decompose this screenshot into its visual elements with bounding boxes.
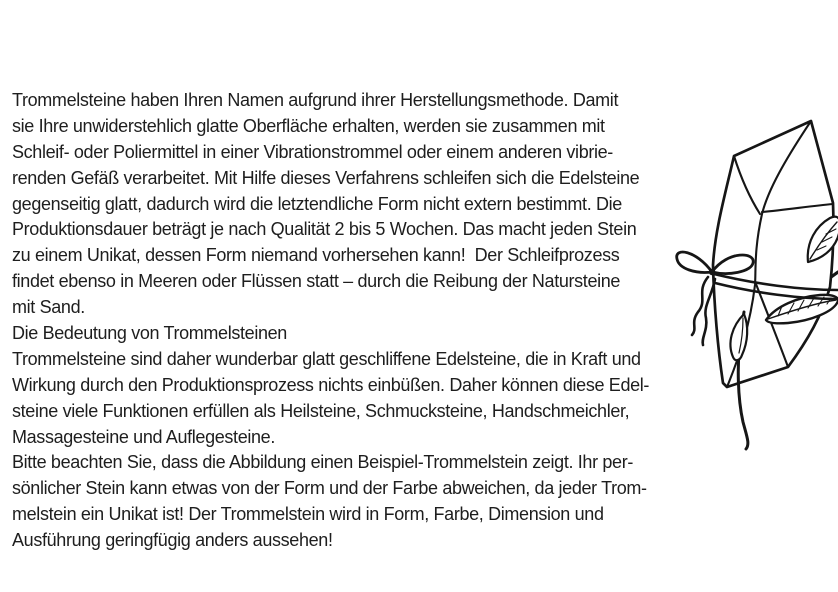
text-line: steine viele Funktionen erfüllen als Heilsteine, Schmucksteine, Handschmeichler, bbox=[12, 400, 630, 421]
text-line: Ausführung geringfügig anders aussehen! bbox=[12, 530, 333, 551]
text-line: zu einem Unikat, dessen Form niemand vorhersehen kann! Der Schleifprozess bbox=[12, 245, 620, 266]
text-line: sie Ihre unwiderstehlich glatte Oberfläche erhalten, werden sie zusammen mit bbox=[12, 115, 605, 136]
text-line: renden Gefäß verarbeitet. Mit Hilfe dieses Verfahrens schleifen sich die Edelsteine bbox=[12, 167, 640, 188]
text-line: Bitte beachten Sie, dass die Abbildung einen Beispiel-Trommelstein zeigt. Ihr per- bbox=[12, 452, 633, 473]
line-drawing-group bbox=[677, 121, 838, 449]
text-line: Trommelsteine sind daher wunderbar glatt geschliffene Edelsteine, die in Kraft und bbox=[12, 348, 641, 369]
tumbled-stone-illustration bbox=[670, 100, 838, 460]
description-text bbox=[12, 88, 649, 554]
text-line: Trommelsteine haben Ihren Namen aufgrund ihrer Herstellungsmethode. Damit bbox=[12, 90, 619, 110]
text-line: Wirkung durch den Produktionsprozess nichts einbüßen. Daher können diese Edel- bbox=[12, 374, 650, 395]
text-line: sönlicher Stein kann etwas von der Form und der Farbe abweichen, da jeder Trom- bbox=[12, 478, 647, 499]
text-line: Massagesteine und Auflegesteine. bbox=[12, 426, 275, 447]
text-line: melstein ein Unikat ist! Der Trommelstein wird in Form, Farbe, Dimension und bbox=[12, 504, 604, 525]
text-line: Produktionsdauer beträgt je nach Qualität 2 bis 5 Wochen. Das macht jeden Stein bbox=[12, 219, 637, 240]
twine-tails bbox=[692, 277, 715, 345]
bow-knot bbox=[709, 269, 715, 275]
text-line: gegenseitig glatt, dadurch wird die letztendliche Form nicht extern bestimmt. Die bbox=[12, 193, 622, 214]
text-line: mit Sand. bbox=[12, 297, 85, 318]
text-line: Schleif- oder Poliermittel in einer Vibrationstrommel oder einem anderen vibrie- bbox=[12, 141, 613, 162]
text-line: findet ebenso in Meeren oder Flüssen statt – durch die Reibung der Natursteine bbox=[12, 271, 621, 292]
text-line: Die Bedeutung von Trommelsteinen bbox=[12, 323, 287, 344]
